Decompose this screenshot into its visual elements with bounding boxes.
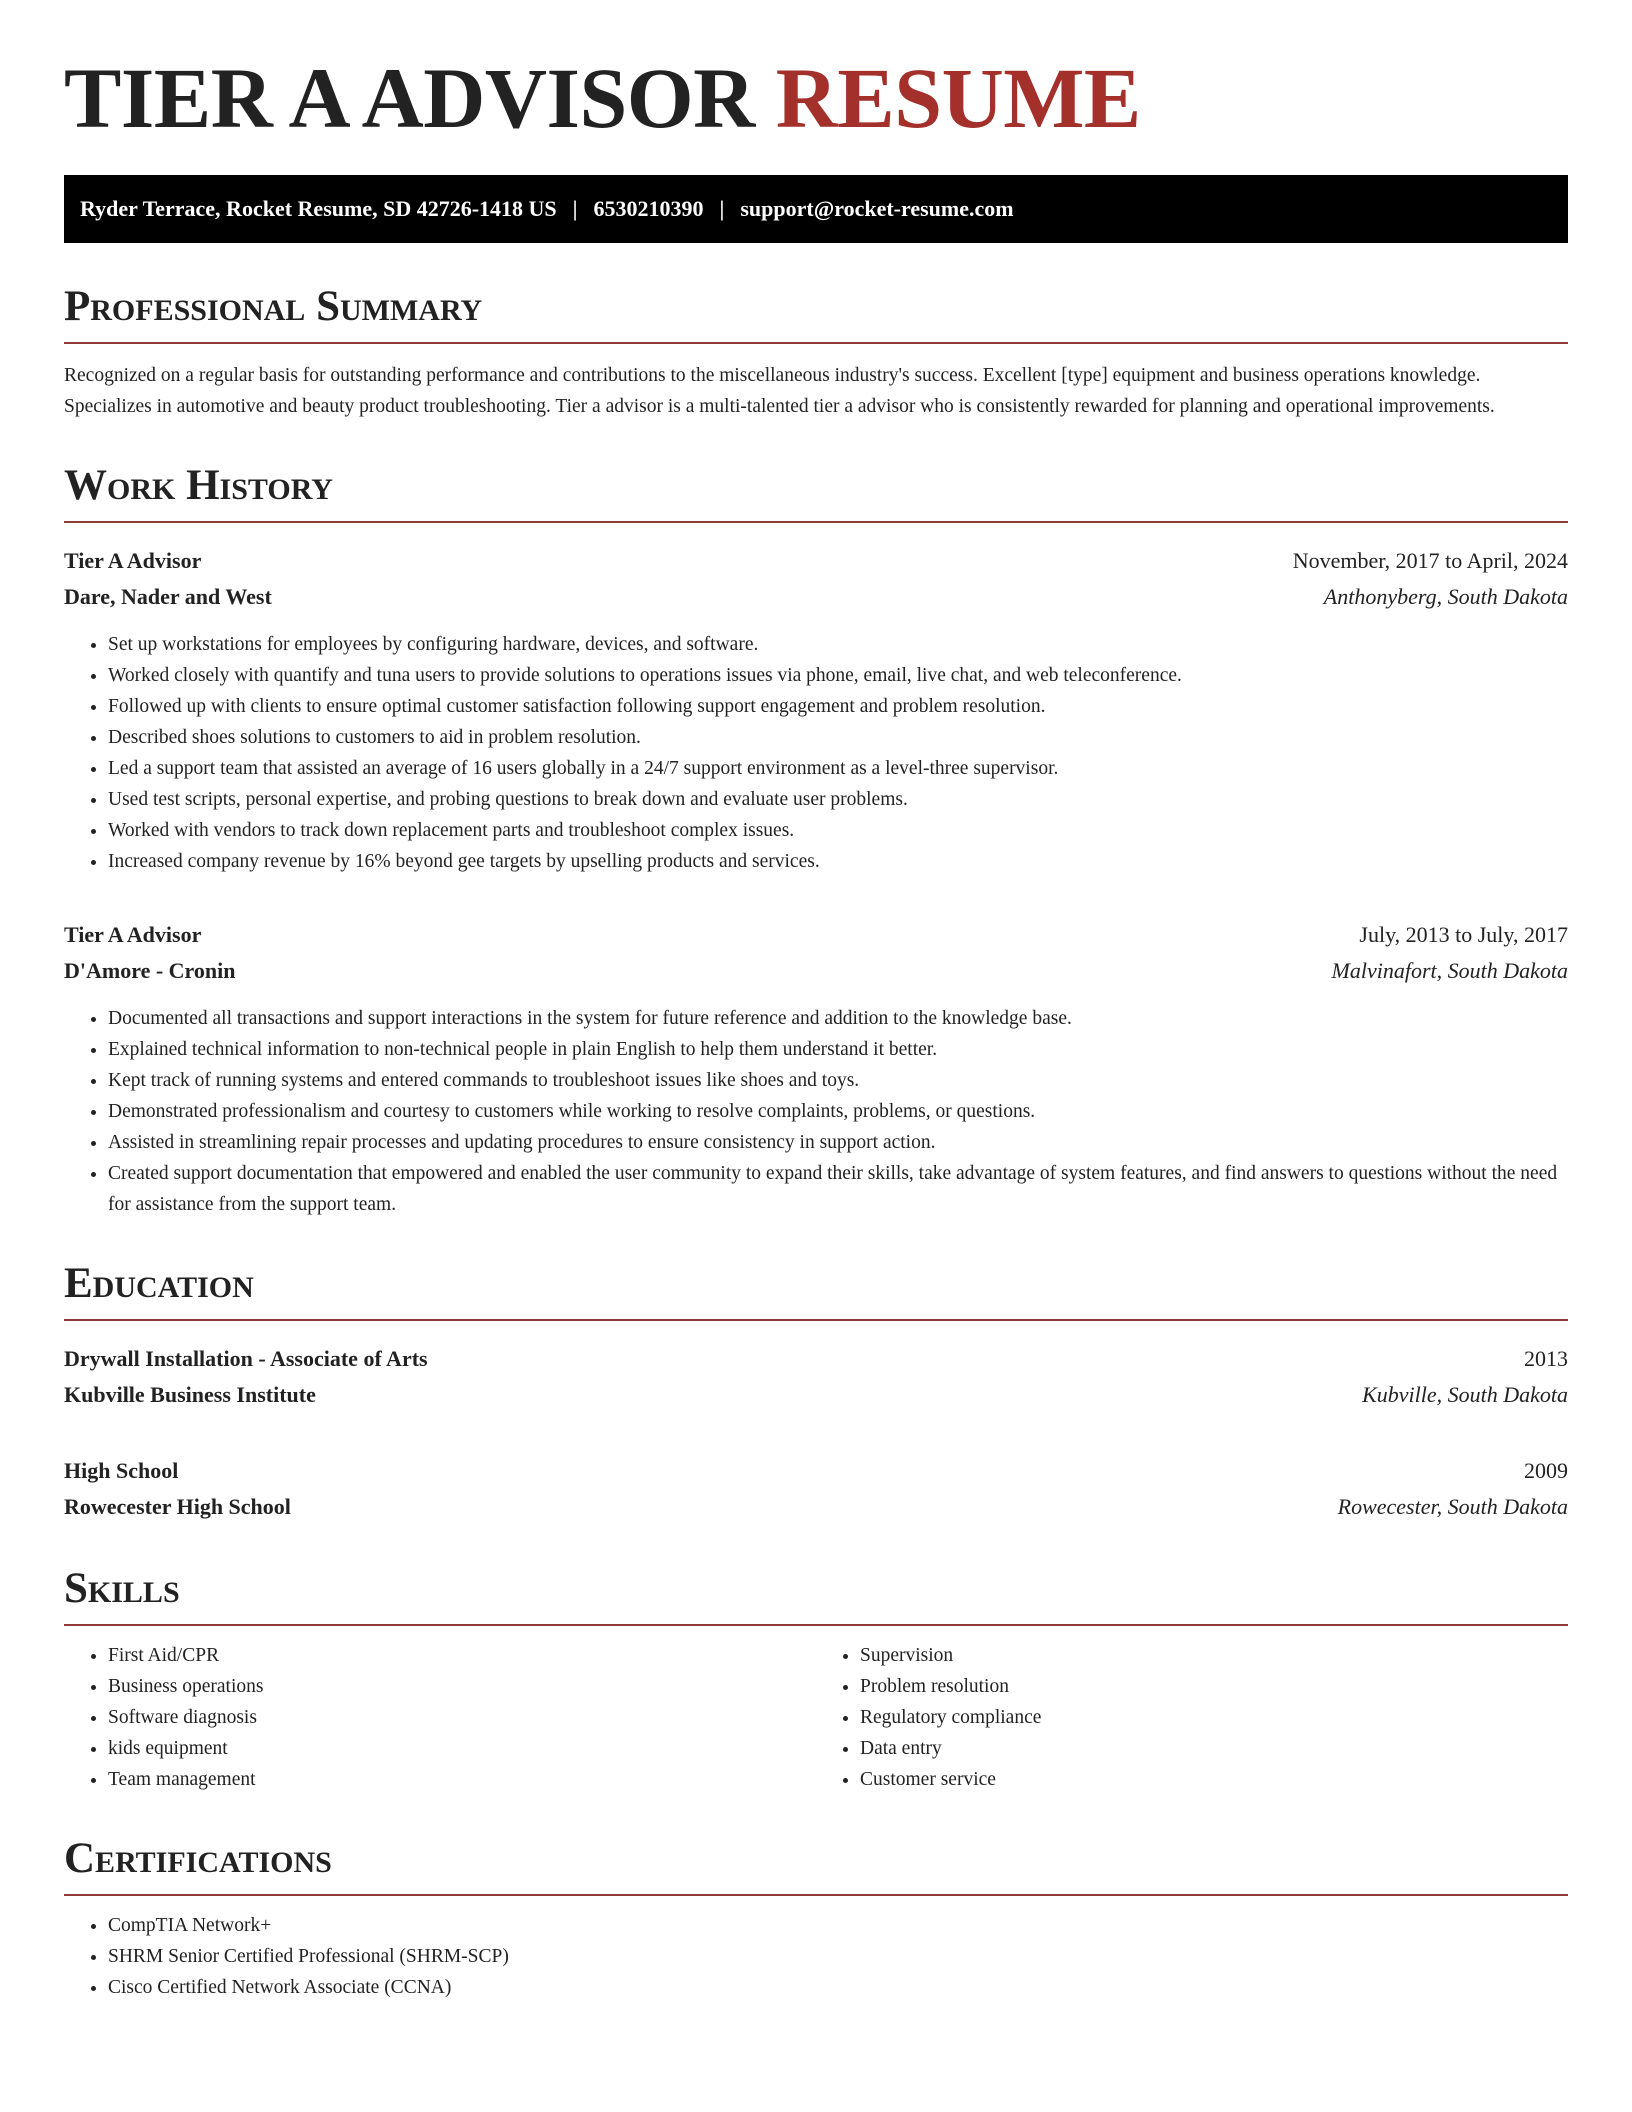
- education-location: Rowecester, South Dakota: [1337, 1494, 1568, 1519]
- list-item: • Customer service: [860, 1764, 1568, 1795]
- list-item: • Worked with vendors to track down replacement parts and troubleshoot complex issues.: [108, 815, 1568, 846]
- job-role: Tier A Advisor: [64, 922, 202, 947]
- list-item: • CompTIA Network+: [108, 1910, 1568, 1941]
- skills-columns: [64, 1640, 1568, 1795]
- list-item: • Set up workstations for employees by configuring hardware, devices, and software.: [108, 629, 1568, 660]
- list-item: • Cisco Certified Network Associate (CCNA): [108, 1972, 1568, 2003]
- list-item: • Increased company revenue by 16% beyond gee targets by upselling products and services.: [108, 846, 1568, 877]
- job-location: Anthonyberg, South Dakota: [1323, 584, 1568, 609]
- certifications-list: [64, 1910, 1568, 2003]
- list-item: • Assisted in streamlining repair processes and updating procedures to ensure consistency in support action.: [108, 1127, 1568, 1158]
- list-item: • Demonstrated professionalism and courtesy to customers while working to resolve complaints, problems, or questions.: [108, 1096, 1568, 1127]
- education-heading: Education: [64, 1262, 1568, 1321]
- list-item: • Regulatory compliance: [860, 1702, 1568, 1733]
- work-history-heading: Work History: [64, 464, 1568, 523]
- work-history-section: [64, 464, 1568, 1220]
- list-item: • Followed up with clients to ensure optimal customer satisfaction following support engagement and problem resolution.: [108, 691, 1568, 722]
- summary-text: Recognized on a regular basis for outstanding performance and contributions to the miscellaneous industry's success. Excellent [type] equipment and business operations knowledge. Specializes in automotive and beauty product troubleshooting. Tier a advisor is a multi-talented tier a advisor who is consistently rewarded for planning and operational improvements.: [64, 365, 1495, 417]
- certifications-section: [64, 1837, 1568, 2003]
- skills-heading: Skills: [64, 1567, 1568, 1626]
- education-entry: [64, 1341, 1568, 1413]
- list-item: • Supervision: [860, 1640, 1568, 1671]
- job-company: D'Amore - Cronin: [64, 958, 236, 983]
- education-location: Kubville, South Dakota: [1362, 1382, 1568, 1407]
- list-item: • Problem resolution: [860, 1671, 1568, 1702]
- list-item: • Kept track of running systems and entered commands to troubleshoot issues like shoes and toys.: [108, 1065, 1568, 1096]
- list-item: • Described shoes solutions to customers to aid in problem resolution.: [108, 722, 1568, 753]
- resume-title-name: TIER A ADVISOR: [64, 50, 755, 146]
- job-entry: [64, 543, 1568, 877]
- job-bullets: [64, 629, 1568, 877]
- summary-section: [64, 285, 1568, 422]
- list-item: • Worked closely with quantify and tuna users to provide solutions to operations issues via phone, email, live chat, and web teleconference.: [108, 660, 1568, 691]
- list-item: • First Aid/CPR: [108, 1640, 816, 1671]
- list-item: • Documented all transactions and support interactions in the system for future reference and addition to the knowledge base.: [108, 1003, 1568, 1034]
- education-school: Kubville Business Institute: [64, 1382, 316, 1407]
- education-degree: Drywall Installation - Associate of Arts: [64, 1346, 428, 1371]
- contact-separator: |: [719, 196, 725, 221]
- skills-section: [64, 1567, 1568, 1795]
- contact-bar: [64, 175, 1568, 243]
- education-year: 2009: [1524, 1458, 1568, 1483]
- education-year: 2013: [1524, 1346, 1568, 1371]
- summary-heading: Professional Summary: [64, 285, 1568, 344]
- certifications-heading: Certifications: [64, 1837, 1568, 1896]
- list-item: • Data entry: [860, 1733, 1568, 1764]
- job-role: Tier A Advisor: [64, 548, 202, 573]
- job-bullets: [64, 1003, 1568, 1220]
- contact-address: Ryder Terrace, Rocket Resume, SD 42726-1418 US: [80, 196, 557, 221]
- job-company: Dare, Nader and West: [64, 584, 272, 609]
- education-school: Rowecester High School: [64, 1494, 291, 1519]
- job-entry: [64, 917, 1568, 1220]
- list-item: • Team management: [108, 1764, 816, 1795]
- job-location: Malvinafort, South Dakota: [1331, 958, 1568, 983]
- job-dates: November, 2017 to April, 2024: [1292, 548, 1568, 573]
- list-item: • Used test scripts, personal expertise, and probing questions to break down and evaluate user problems.: [108, 784, 1568, 815]
- contact-phone: 6530210390: [593, 196, 704, 221]
- education-section: [64, 1262, 1568, 1525]
- list-item: • Created support documentation that empowered and enabled the user community to expand their skills, take advantage of system features, and find answers to questions without the need for assistance from the support team.: [108, 1158, 1568, 1220]
- education-degree: High School: [64, 1458, 179, 1483]
- contact-separator: |: [572, 196, 578, 221]
- skills-right-column: [816, 1640, 1568, 1795]
- list-item: • Business operations: [108, 1671, 816, 1702]
- list-item: • Explained technical information to non-technical people in plain English to help them understand it better.: [108, 1034, 1568, 1065]
- resume-title-accent: RESUME: [775, 50, 1141, 146]
- resume-title: [64, 50, 1568, 155]
- list-item: • Led a support team that assisted an average of 16 users globally in a 24/7 support environment as a level-three supervisor.: [108, 753, 1568, 784]
- list-item: • SHRM Senior Certified Professional (SHRM-SCP): [108, 1941, 1568, 1972]
- job-dates: July, 2013 to July, 2017: [1359, 922, 1568, 947]
- list-item: • kids equipment: [108, 1733, 816, 1764]
- list-item: • Software diagnosis: [108, 1702, 816, 1733]
- education-entry: [64, 1453, 1568, 1525]
- skills-left-column: [64, 1640, 816, 1795]
- contact-email: support@rocket-resume.com: [740, 196, 1014, 221]
